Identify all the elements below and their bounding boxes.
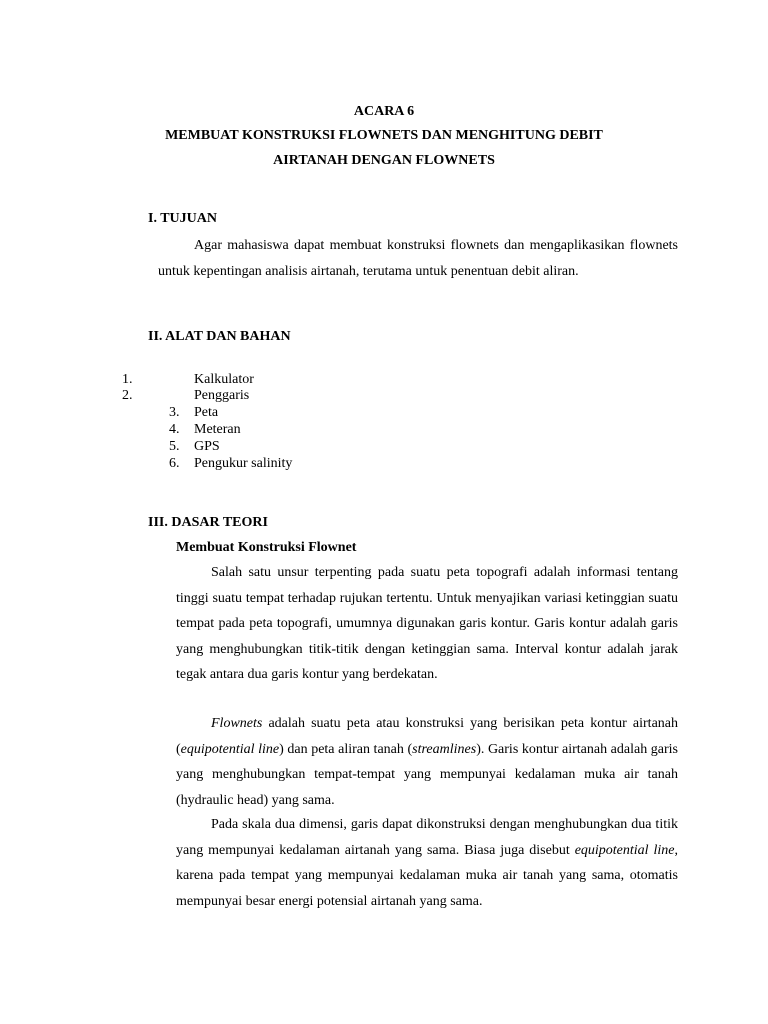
doc-title-line1: ACARA 6: [353, 104, 415, 119]
doc-title-line2: MEMBUAT KONSTRUKSI FLOWNETS DAN MENGHITUNG DEBIT: [165, 128, 603, 143]
list-item-number: 1.: [122, 372, 133, 387]
list-item-number: 6.: [169, 456, 180, 471]
list-item-text: GPS: [194, 439, 220, 454]
list-item-number: 5.: [169, 439, 180, 454]
subsection-heading: Membuat Konstruksi Flownet: [176, 540, 357, 555]
list-item-text: Kalkulator: [194, 372, 254, 387]
section-heading-teori: III. DASAR TEORI: [148, 515, 268, 530]
list-item-number: 2.: [122, 388, 133, 403]
list-item-text: Penggaris: [194, 388, 250, 403]
term-flownets: Flownets: [211, 716, 263, 731]
theory-paragraph-3: [176, 812, 678, 914]
list-item-text: Meteran: [194, 422, 241, 437]
p2-text-2: ) dan peta aliran tanah (: [279, 741, 413, 757]
p2-text-1: adalah suatu peta atau konstruksi yang berisikan peta kontur airtanah (: [176, 716, 678, 757]
tujuan-paragraph: Agar mahasiswa dapat membuat konstruksi flownets dan mengaplikasikan flownets untuk kepentingan analisis airtanah, terutama untuk penentuan debit aliran.: [158, 238, 678, 279]
doc-title-line3: AIRTANAH DENGAN FLOWNETS: [273, 153, 495, 168]
theory-paragraph-1: Salah satu unsur terpenting pada suatu peta topografi adalah informasi tentang tinggi suatu tempat terhadap rujukan tertentu. Untuk menyajikan variasi ketinggian suatu tempat pada peta topografi, umumnya digunakan garis kontur. Garis kontur adalah garis yang menghubungkan titik-titik dengan ketinggian sama. Interval kontur adalah jarak tegak antara dua garis kontur yang berdekatan.: [176, 565, 678, 682]
list-item-number: 3.: [169, 405, 180, 420]
theory-paragraph-2: [176, 711, 678, 813]
list-item-text: Peta: [194, 405, 219, 420]
term-equipotential-line: equipotential line: [180, 741, 280, 757]
section-heading-alat: II. ALAT DAN BAHAN: [148, 329, 291, 344]
section-heading-tujuan: I. TUJUAN: [148, 211, 217, 226]
p3-text-2: , karena pada tempat yang mempunyai kedalaman muka air tanah yang sama, otomatis mempunyai besar energi potensial airtanah yang sama.: [176, 842, 679, 909]
list-item-text: Pengukur salinity: [194, 456, 293, 471]
p2-text-3: ). Garis kontur airtanah adalah garis yang menghubungkan tempat-tempat yang mempunyai kedalaman muka air tanah (hydraulic head) yang sama.: [176, 741, 679, 808]
term-equipotential-line: equipotential line: [574, 842, 675, 858]
term-streamlines: streamlines: [412, 741, 477, 757]
list-item-number: 4.: [169, 422, 180, 437]
p3-text-1: Pada skala dua dimensi, garis dapat dikonstruksi dengan menghubungkan dua titik yang mempunyai kedalaman airtanah yang sama. Biasa juga disebut: [176, 817, 678, 858]
